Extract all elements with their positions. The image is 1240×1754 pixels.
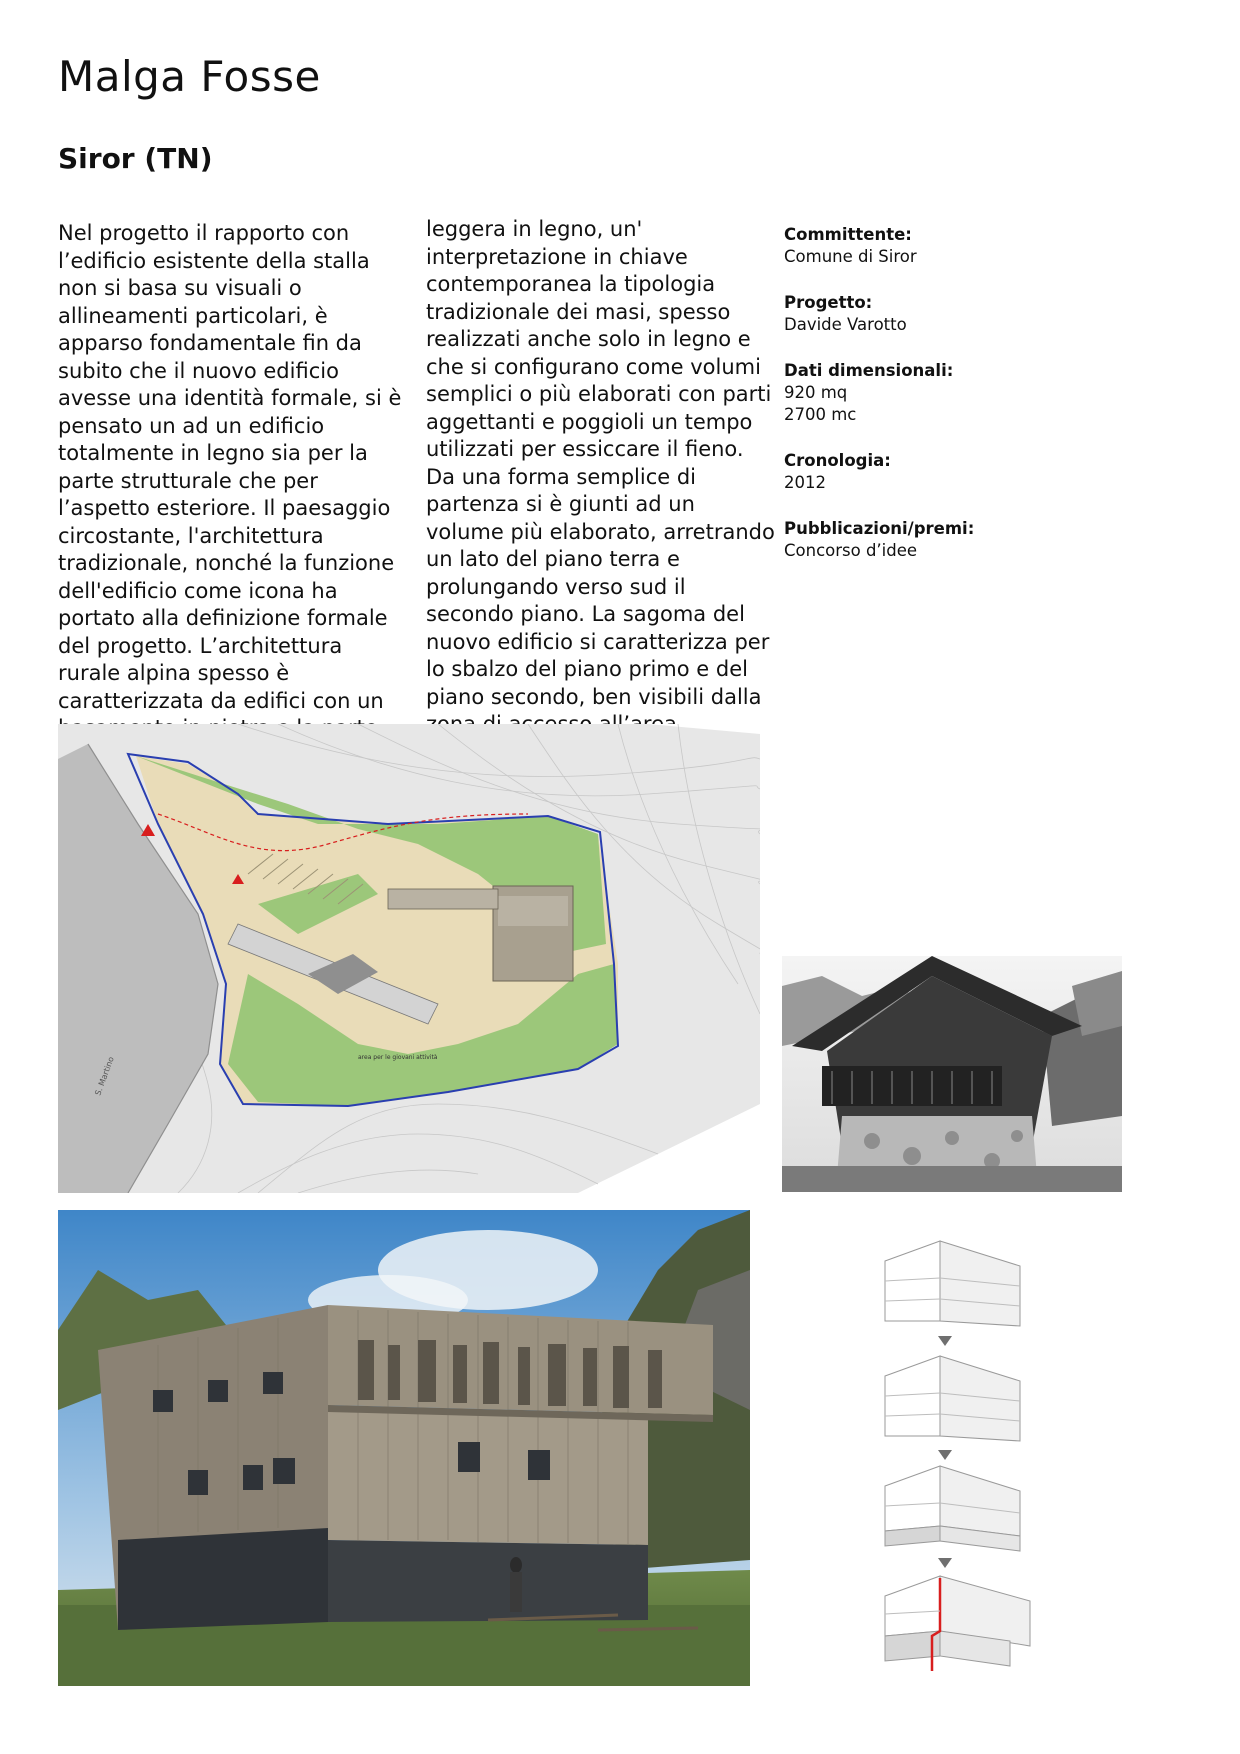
arrow-down-icon bbox=[938, 1336, 952, 1346]
massing-step-2 bbox=[885, 1356, 1020, 1441]
meta-value: Comune di Siror bbox=[784, 247, 917, 266]
building-render bbox=[58, 1210, 750, 1686]
massing-step-3 bbox=[885, 1466, 1020, 1551]
site-plan-figure bbox=[58, 724, 760, 1193]
meta-label: Pubblicazioni/premi: bbox=[784, 519, 975, 538]
meta-project bbox=[784, 292, 1084, 336]
arrow-down-icon bbox=[938, 1558, 952, 1568]
traditional-maso-photo bbox=[782, 956, 1122, 1192]
site-plan-drawing bbox=[58, 724, 760, 1193]
road-label: S. Martino bbox=[93, 1055, 116, 1097]
arrow-down-icon bbox=[938, 1450, 952, 1460]
meta-value: 2012 bbox=[784, 473, 826, 492]
page-title: Malga Fosse bbox=[58, 52, 321, 101]
page-subtitle: Siror (TN) bbox=[58, 142, 213, 175]
body-text-column-1: Nel progetto il rapporto con l’edificio esistente della stalla non si basa su visuali o allineamenti particolari, è apparso fondamentale fin da subito che il nuovo edificio avesse una identità formale, si è pensato un ad un edificio totalmente in legno sia per la parte strutturale che per l’aspetto esteriore. Il paesaggio circostante, l'architettura tradizionale, nonché la funzione dell'edificio come icona ha portato alla definizione formale del progetto. L’architettura rurale alpina spesso è caratterizzata da edifici con un bbox=[58, 221, 402, 713]
massing-diagram bbox=[880, 1236, 1054, 1686]
area-label: area per le giovani attività bbox=[358, 1054, 438, 1061]
meta-chronology bbox=[784, 450, 1084, 494]
meta-value: Concorso d’idee bbox=[784, 541, 918, 560]
body-text-column-2: leggera in legno, un' interpretazione in chiave contemporanea la tipologia tradizionale dei masi, spesso realizzati anche solo in legno e che si configurano come volumi semplici o più elaborati con parti aggettanti e poggioli un tempo utilizzati per essiccare il fieno. Da una forma semplice di partenza si è giunti ad un volume più elaborato, arretrando un lato del piano terra e prolungando verso sud il secondo piano. La sagoma del nuovo edificio si caratterizza per lo sbalzo del piano primo e del piano secondo, ben visibili dalla bbox=[426, 217, 775, 709]
meta-publications bbox=[784, 518, 1084, 562]
massing-step-1 bbox=[885, 1241, 1020, 1326]
meta-client bbox=[784, 224, 1084, 268]
meta-value: 920 mq bbox=[784, 383, 848, 402]
meta-label: Committente: bbox=[784, 225, 912, 244]
meta-label: Progetto: bbox=[784, 293, 873, 312]
massing-step-4 bbox=[885, 1576, 1030, 1671]
meta-label: Cronologia: bbox=[784, 451, 891, 470]
meta-label: Dati dimensionali: bbox=[784, 361, 954, 380]
meta-value-2: 2700 mc bbox=[784, 405, 857, 424]
meta-value: Davide Varotto bbox=[784, 315, 907, 334]
meta-dimensions bbox=[784, 360, 1084, 426]
